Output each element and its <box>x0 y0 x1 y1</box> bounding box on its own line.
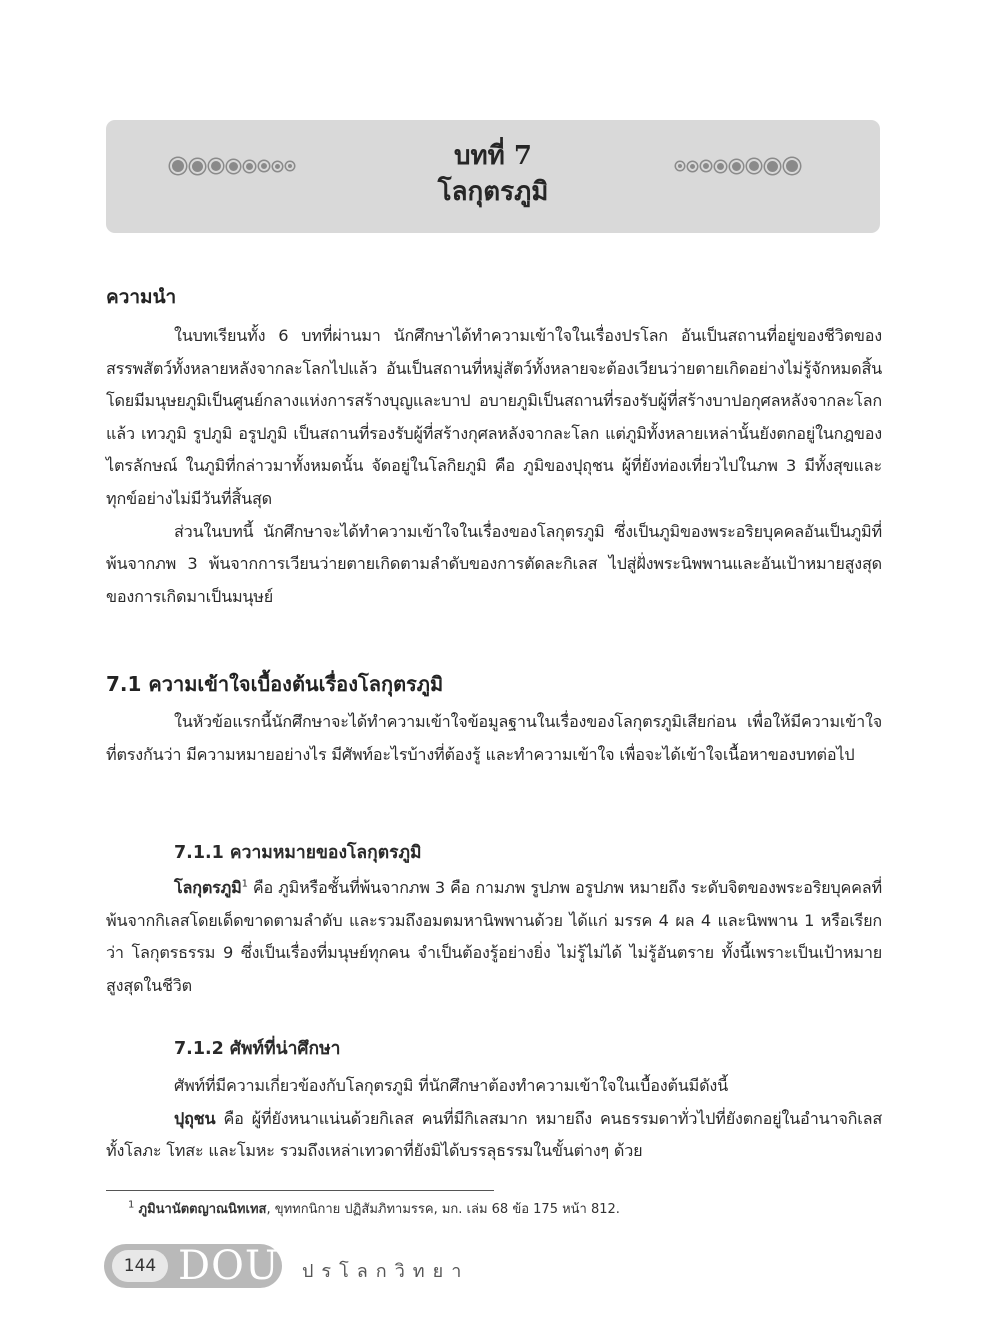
term-puthujjana: ปุถุชน <box>174 1108 216 1128</box>
page-number: 144 <box>112 1250 168 1282</box>
section-7-1-1-paragraph <box>106 872 882 1002</box>
footnote-reference[interactable]: 1 <box>241 878 248 890</box>
footnote-divider <box>106 1190 494 1191</box>
intro-section <box>106 320 882 613</box>
intro-paragraph-2: ส่วนในบทนี้ นักศึกษาจะได้ทำความเข้าใจในเรื่องของโลกุตรภูมิ ซึ่งเป็นภูมิของพระอริยบุคคลอันเป็นภูมิที่พ้นจากภพ 3 พ้นจากการเวียนว่ายตายเกิดตามลำดับของการตัดละกิเลส ไปสู่ฝั่งพระนิพพานและอันเป้าหมายสูงสุดของการเกิดมาเป็นมนุษย์ <box>106 521 882 606</box>
intro-paragraph-1: ในบทเรียนทั้ง 6 บทที่ผ่านมา นักศึกษาได้ทำความเข้าใจในเรื่องปรโลก อันเป็นสถานที่อยู่ของชีวิตของสรรพสัตว์ทั้งหลายหลังจากละโลกไปแล้ว อันเป็นสถานที่หมู่สัตว์ทั้งหลายจะต้องเวียนว่ายตายเกิดอย่างไม่รู้จักหมดสิ้น โดยมีมนุษยภูมิเป็นศูนย์กลางแห่งการสร้างบุญและบาป อบายภูมิเป็นสถานที่รองรับผู้ที่สร้างบาปอกุศลหลังจากละโลกแล้ว เทวภูมิ รูปภูมิ อรูปภูมิ เป็นสถานที่รองรับผู้ที่สร้างกุศลหลังจากละโลก แต่ภูมิทั้งหลายเหล่านั้นยังตกอยู่ในกฎของไตรลักษณ์ ในภูมิที่กล่าวมาทั้งหมดนั้น จัดอยู่ในโลกิยภูมิ คือ ภูมิของปุถุชน ผู้ที่ยังท่องเที่ยวไปในภพ 3 มีทั้งสุขและทุกข์อย่างไม่มีวันที่สิ้นสุด <box>106 326 882 508</box>
chapter-title-block <box>106 138 880 210</box>
footer-badge <box>104 1244 282 1288</box>
dot-icon <box>676 162 684 170</box>
dot-icon <box>765 159 780 174</box>
section-7-1-heading: 7.1 ความเข้าใจเบื้องต้นเรื่องโลกุตรภูมิ <box>106 672 444 696</box>
definition-text: คือ ผู้ที่ยังหนาแน่นด้วยกิเลส คนที่มีกิเลสมาก หมายถึง คนธรรมดาทั่วไปที่ยังตกอยู่ในอำนาจกิเลส ทั้งโลภะ โทสะ และโมหะ รวมถึงเหล่าเทวดาที่ยังมิได้บรรลุธรรมในขั้นต่างๆ ด้วย <box>106 1108 882 1161</box>
dot-icon <box>784 158 800 174</box>
chapter-number: บทที่ 7 <box>454 141 532 171</box>
dot-icon <box>701 161 711 171</box>
footnote-source: ภูมินานัตตญาณนิทเทส <box>138 1202 267 1217</box>
decorative-dots-right <box>676 158 800 174</box>
dot-icon <box>747 159 761 173</box>
section-7-1-1-body <box>106 872 882 1002</box>
footnote-detail: , ขุททกนิกาย ปฏิสัมภิทามรรค, มก. เล่ม 68 ข้อ 175 หน้า 812. <box>266 1202 620 1217</box>
term-lokuttarabhumi: โลกุตรภูมิ <box>174 878 242 897</box>
definition-text: คือ ภูมิหรือชั้นที่พ้นจากภพ 3 คือ กามภพ รูปภพ อรูปภพ หมายถึง ระดับจิตของพระอริยบุคคลที่พ้นจากกิเลสโดยเด็ดขาดตามลำดับ และรวมถึงอมตมหานิพพานด้วย ได้แก่ มรรค 4 ผล 4 และนิพพาน 1 หรือเรียกว่า โลกุตรธรรม 9 ซึ่งเป็นเรื่องที่มนุษย์ทุกคน จำเป็นต้องรู้อย่างยิ่ง ไม่รู้ไม่ได้ ไม่รู้อันตราย ทั้งนี้เพราะเป็นเป้าหมายสูงสุดในชีวิต <box>106 878 882 995</box>
dot-icon <box>688 162 697 171</box>
section-7-1-2-definition <box>106 1103 882 1168</box>
chapter-title: โลกุตรภูมิ <box>437 177 549 207</box>
chapter-header-box <box>106 120 880 233</box>
dou-logo: DOU <box>178 1243 280 1289</box>
section-7-1-body <box>106 706 882 771</box>
footnote <box>128 1198 620 1219</box>
section-7-1-1-heading: 7.1.1 ความหมายของโลกุตรภูมิ <box>174 843 422 863</box>
intro-heading: ความนำ <box>106 286 177 308</box>
dot-icon <box>730 160 743 173</box>
section-7-1-2-body <box>106 1070 882 1168</box>
section-7-1-2-intro: ศัพท์ที่มีความเกี่ยวข้องกับโลกุตรภูมิ ที่นักศึกษาต้องทำความเข้าใจในเบื้องต้นมีดังนี้ <box>174 1076 728 1095</box>
dot-icon <box>715 161 726 172</box>
footnote-mark: 1 <box>128 1199 135 1211</box>
book-title: ปรโลกวิทยา <box>302 1261 470 1282</box>
section-7-1-paragraph: ในหัวข้อแรกนี้นักศึกษาจะได้ทำความเข้าใจข้อมูลฐานในเรื่องของโลกุตรภูมิเสียก่อน เพื่อให้มีความเข้าใจที่ตรงกันว่า มีความหมายอย่างไร มีศัพท์อะไรบ้างที่ต้องรู้ และทำความเข้าใจ เพื่อจะได้เข้าใจเนื้อหาของบทต่อไป <box>106 712 882 764</box>
section-7-1-2-heading: 7.1.2 ศัพท์ที่น่าศึกษา <box>174 1039 341 1059</box>
